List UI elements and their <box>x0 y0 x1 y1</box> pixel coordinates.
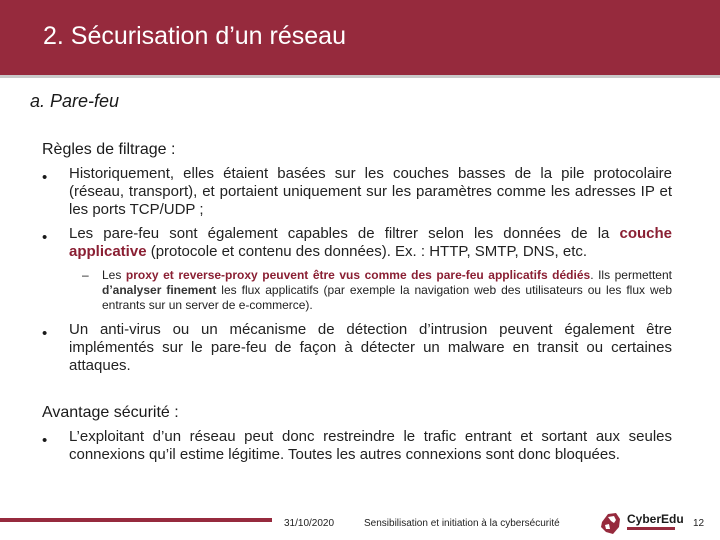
bullet-icon: • <box>42 432 48 449</box>
slide-title: 2. Sécurisation d’un réseau <box>43 22 346 50</box>
bullet-icon: • <box>42 325 48 342</box>
header-divider <box>0 75 720 78</box>
sub-item-highlight-1: proxy et reverse-proxy peuvent être vus comme des pare-feu applicatifs dédiés <box>125 268 591 282</box>
slide-subtitle: a. Pare-feu <box>30 91 120 111</box>
footer-bar <box>0 518 272 522</box>
bullet-icon: • <box>42 229 48 246</box>
logo-text: CyberEdu <box>627 512 684 526</box>
bullet-icon: • <box>42 169 48 186</box>
page-number: 12 <box>693 518 705 529</box>
advantage-heading: Avantage sécurité : <box>42 404 179 421</box>
rules-item-2 <box>69 225 672 261</box>
dash-icon: – <box>82 268 89 282</box>
sub-item-text: les flux applicatifs (par exemple la navigation web des utilisateurs ou les flux web entrants sur un server de e-commerce). <box>102 283 672 312</box>
advantage-item-1: L’exploitant d’un réseau peut donc restreindre le trafic entrant et sortant aux seules connexions qu’il estime légitime. Toutes les autres connexions sont donc bloquées. <box>69 428 672 463</box>
rules-item-3: Un anti-virus ou un mécanisme de détection d’intrusion peuvent également être implémentés sur le pare-feu de façon à détecter un malware en transit ou certaines attaques. <box>69 321 672 374</box>
rules-item-2-text: Les pare-feu sont également capables de filtrer selon les données de la <box>69 225 620 242</box>
footer-date: 31/10/2020 <box>284 518 335 529</box>
rules-item-1: Historiquement, elles étaient basées sur les couches basses de la pile protocolaire (réseau, transport), et portaient uniquement sur les paramètres comme les adresses IP et les ports TCP/UDP ; <box>69 165 672 218</box>
sub-item-text: . Ils permettent <box>590 268 672 282</box>
sub-item-highlight-2: d’analyser finement <box>102 283 217 297</box>
rules-heading: Règles de filtrage : <box>42 141 176 158</box>
footer-course: Sensibilisation et initiation à la cybersécurité <box>364 518 560 529</box>
rules-item-2-highlight: couche applicative <box>69 225 672 260</box>
rules-sub-item <box>102 268 672 313</box>
sub-item-text: Les <box>102 268 126 282</box>
logo-underline <box>627 527 675 530</box>
rules-item-2-text-end: (protocole et contenu des données). Ex. : HTTP, SMTP, DNS, etc. <box>146 243 588 260</box>
